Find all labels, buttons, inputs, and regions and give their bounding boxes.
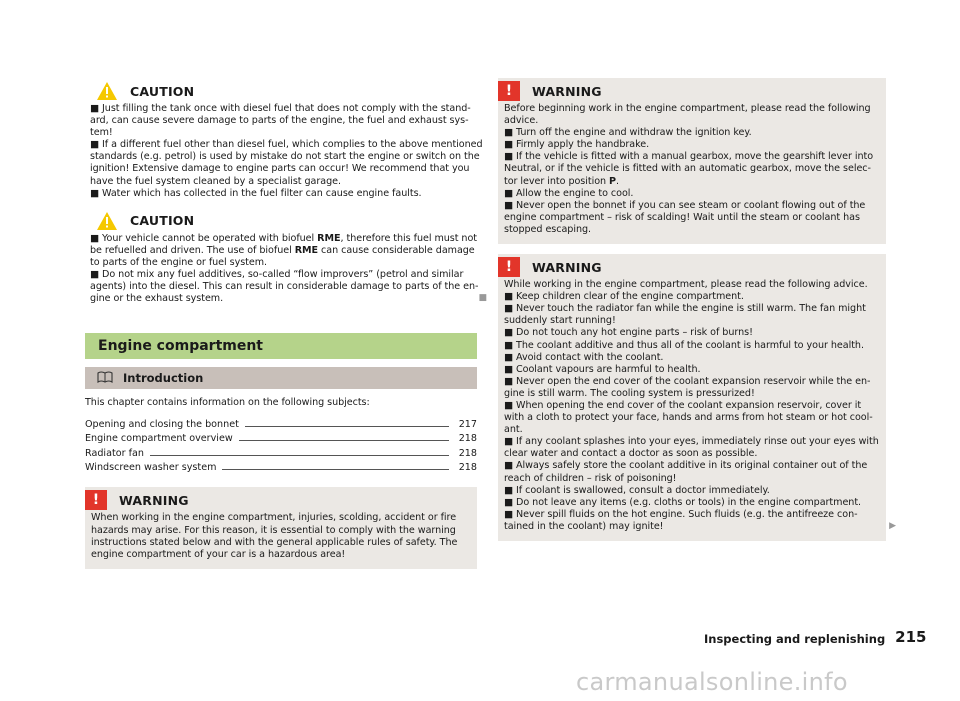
warning-text (504, 279, 880, 533)
text-line: ant. (504, 424, 523, 436)
toc-list (85, 415, 477, 473)
toc-item-bonnet[interactable] (85, 415, 477, 430)
caution-block-biofuel (85, 208, 487, 308)
text-line: with a cloth to protect your face, hands and arms from hot steam or hot cool- (504, 412, 873, 424)
text-line: ■ The coolant additive and thus all of the coolant is harmful to your health. (504, 339, 864, 351)
caution-header (90, 210, 475, 232)
text-line: ■ Turn off the engine and withdraw the ignition key. (504, 127, 752, 139)
chapter-title: Inspecting and replenishing (704, 632, 886, 646)
toc-item-overview[interactable] (85, 430, 477, 445)
text-line: ard, can cause severe damage to parts of the engine, the fuel and exhaust sys- (90, 115, 469, 127)
text-line: While working in the engine compartment, please read the following advice. (504, 279, 868, 291)
warning-label: WARNING (119, 492, 189, 508)
text-line: clear water and contact a doctor as soon as possible. (504, 448, 758, 460)
text-line: ■ If the vehicle is fitted with a manual gearbox, move the gearshift lever into (504, 151, 874, 163)
toc-title: Opening and closing the bonnet (85, 418, 239, 430)
text-line: suddenly start running! (504, 315, 616, 327)
text-line: ■ When opening the end cover of the coolant expansion reservoir, cover it (504, 399, 862, 411)
warning-box-general (85, 487, 477, 568)
text-line: gine is still warm. The cooling system is pressurized! (504, 387, 755, 399)
text-line: ■ Always safely store the coolant additive in its original container out of the (504, 460, 868, 472)
text-line: ■ Avoid contact with the coolant. (504, 351, 664, 363)
warning-label: WARNING (532, 259, 602, 275)
caution-label: CAUTION (130, 83, 195, 99)
text-line: tem! (90, 127, 113, 139)
text-line: ■ Your vehicle cannot be operated with biofuel RME, therefore this fuel must not (90, 232, 477, 244)
subsection-header (85, 367, 477, 389)
text-line: have the fuel system cleaned by a specialist garage. (90, 175, 341, 187)
text-line: ■ Coolant vapours are harmful to health. (504, 363, 701, 375)
text-line: ■ Never open the end cover of the coolant expansion reservoir while the en- (504, 375, 871, 387)
text-line: instructions stated below and with the general applicable rules of safety. The (91, 536, 458, 548)
text-line: be refuelled and driven. The use of biofuel RME can cause considerable damage (90, 244, 475, 256)
exclamation-square-icon: ! (498, 257, 520, 277)
text-line: hazards may arise. For this reason, it is essential to comply with the warning (91, 524, 456, 536)
text-line: gine or the exhaust system. (90, 293, 224, 305)
toc-page: 218 (458, 433, 477, 445)
text-line: to parts of the engine or fuel system. (90, 256, 268, 268)
warning-text (91, 512, 471, 560)
toc-page: 217 (458, 418, 477, 430)
warning-box-while-working (498, 254, 896, 541)
toc-item-radiator-fan[interactable] (85, 444, 477, 459)
toc-title: Radiator fan (85, 447, 144, 459)
text-line: ■ Just filling the tank once with diesel fuel that does not comply with the stand- (90, 103, 471, 114)
toc-page: 218 (458, 462, 477, 474)
text-line: ■ Never touch the radiator fan while the engine is still warm. The fan might (504, 303, 866, 315)
warning-header (91, 489, 471, 511)
caution-text (90, 103, 483, 200)
warning-triangle-icon (96, 81, 118, 101)
caution-label: CAUTION (130, 213, 195, 229)
text-line: engine compartment of your car is a hazardous area! (91, 548, 346, 560)
end-of-section-marker-icon: ■ (478, 293, 487, 304)
caution-block-fuel (85, 78, 483, 202)
text-line: reach of children – risk of poisoning! (504, 472, 677, 484)
warning-header (504, 256, 880, 278)
text-line: ■ Never spill fluids on the hot engine. Such fluids (e.g. the antifreeze con- (504, 508, 858, 520)
text-line: ■ Never open the bonnet if you can see steam or coolant flowing out of the (504, 199, 866, 211)
toc-page: 218 (458, 447, 477, 459)
text-line: ■ Allow the engine to cool. (504, 187, 634, 199)
text-line: When working in the engine compartment, injuries, scolding, accident or fire (91, 512, 457, 524)
toc-title: Windscreen washer system (85, 462, 217, 474)
text-line: advice. (504, 115, 539, 127)
text-line: ignition! Extensive damage to engine parts can occur! We recommend that you (90, 163, 470, 175)
toc-item-washer[interactable] (85, 459, 477, 474)
text-line: tor lever into position P. (504, 175, 620, 187)
watermark: carmanualsonline.info (576, 668, 848, 696)
text-line: ■ Do not touch any hot engine parts – risk of burns! (504, 327, 753, 339)
left-column (85, 78, 487, 569)
text-line: Before beginning work in the engine compartment, please read the following (504, 103, 871, 114)
text-line: ■ Do not leave any items (e.g. cloths or tools) in the engine compartment. (504, 496, 862, 508)
subsection-title: Introduction (123, 371, 204, 386)
toc-title: Engine compartment overview (85, 433, 233, 445)
text-line: agents) into the diesel. This can result in considerable damage to parts of the en- (90, 281, 479, 293)
caution-header (90, 80, 475, 102)
text-line: ■ Water which has collected in the fuel filter can cause engine faults. (90, 187, 422, 199)
book-icon (97, 371, 113, 386)
continue-arrow-icon: ▶ (889, 521, 896, 531)
text-line: ■ Firmly apply the handbrake. (504, 139, 650, 151)
text-line: Neutral, or if the vehicle is fitted with an automatic gearbox, move the selec- (504, 163, 871, 175)
warning-header (504, 80, 880, 102)
page-footer (704, 628, 926, 646)
text-line: tained in the coolant) may ignite! (504, 520, 664, 532)
text-line: ■ If coolant is swallowed, consult a doctor immediately. (504, 484, 770, 496)
page-number: 215 (895, 628, 927, 646)
warning-text (504, 103, 880, 236)
text-line: ■ Keep children clear of the engine compartment. (504, 291, 744, 303)
warning-label: WARNING (532, 83, 602, 99)
warning-triangle-icon (96, 211, 118, 231)
intro-text: This chapter contains information on the following subjects: (85, 397, 370, 409)
text-line: ■ Do not mix any fuel additives, so-called “flow improvers” (petrol and similar (90, 269, 464, 281)
text-line: ■ If a different fuel other than diesel fuel, which complies to the above mentioned (90, 139, 483, 151)
caution-text (90, 232, 479, 306)
exclamation-square-icon: ! (85, 490, 107, 510)
text-line: standards (e.g. petrol) is used by mistake do not start the engine or switch on the (90, 151, 480, 163)
text-line: engine compartment – risk of scalding! Wait until the steam or coolant has (504, 211, 860, 223)
warning-box-before-work (498, 78, 886, 244)
exclamation-square-icon: ! (498, 81, 520, 101)
text-line: stopped escaping. (504, 223, 592, 235)
right-column (498, 78, 896, 541)
section-title: Engine compartment (85, 333, 477, 359)
text-line: ■ If any coolant splashes into your eyes, immediately rinse out your eyes with (504, 436, 879, 448)
